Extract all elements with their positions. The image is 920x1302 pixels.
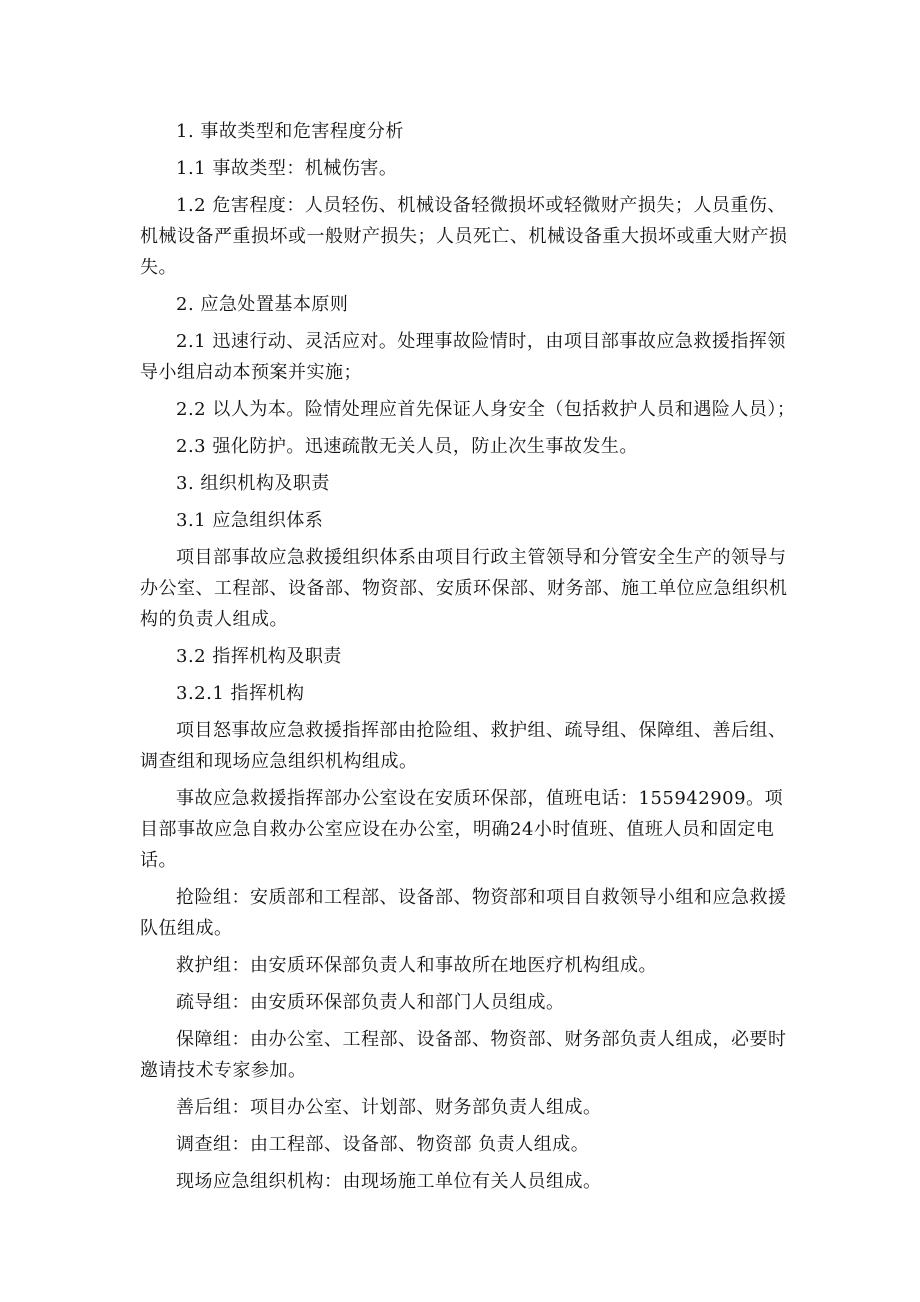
paragraph-investigation-team: 调查组：由工程部、设备部、物资部 负责人组成。	[176, 1134, 590, 1155]
heading-3-2-1: 3.2.1 指挥机构	[176, 683, 305, 704]
heading-2: 2. 应急处置基本原则	[176, 294, 349, 315]
paragraph-1-2: 1.2 危害程度：人员轻伤、机械设备轻微损坏或轻微财产损失；人员重伤、机械设备严重损坏或一般财产损失；人员死亡、机械设备重大损坏或重大财产损失。	[140, 195, 788, 278]
heading-3-1: 3.1 应急组织体系	[176, 510, 324, 531]
paragraph-command-structure: 项目怒事故应急救援指挥部由抢险组、救护组、疏导组、保障组、善后组、调查组和现场应急组织机构组成。	[140, 720, 787, 772]
paragraph-office-duty: 事故应急救援指挥部办公室设在安质环保部，值班电话：155942909。项目部事故应急自救办公室应设在办公室，明确24小时值班、值班人员和固定电话。	[140, 788, 784, 871]
paragraph-aftermath-team: 善后组：项目办公室、计划部、财务部负责人组成。	[176, 1097, 602, 1118]
paragraph-rescue-team: 抢险组：安质部和工程部、设备部、物资部和项目自救领导小组和应急救援队伍组成。	[140, 887, 787, 939]
paragraph-onsite-team: 现场应急组织机构：由现场施工单位有关人员组成。	[176, 1171, 602, 1192]
paragraph-medical-team: 救护组：由安质环保部负责人和事故所在地医疗机构组成。	[176, 955, 657, 976]
heading-3-2: 3.2 指挥机构及职责	[176, 646, 342, 667]
document-body	[140, 116, 800, 1197]
paragraph-2-3: 2.3 强化防护。迅速疏散无关人员，防止次生事故发生。	[176, 436, 638, 457]
paragraph-guidance-team: 疏导组：由安质环保部负责人和部门人员组成。	[176, 992, 565, 1013]
paragraph-3-1-body: 项目部事故应急救援组织体系由项目行政主管领导和分管安全生产的领导与办公室、工程部、设备部、物资部、安质环保部、财务部、施工单位应急组织机构的负责人组成。	[140, 547, 788, 630]
paragraph-2-1: 2.1 迅速行动、灵活应对。处理事故险情时，由项目部事故应急救援指挥领导小组启动本预案并实施；	[140, 331, 786, 383]
paragraph-2-2: 2.2 以人为本。险情处理应首先保证人身安全（包括救护人员和遇险人员）；	[176, 399, 796, 420]
paragraph-1-1: 1.1 事故类型：机械伤害。	[176, 158, 398, 179]
heading-1: 1. 事故类型和危害程度分析	[176, 121, 404, 142]
heading-3: 3. 组织机构及职责	[176, 473, 330, 494]
paragraph-support-team: 保障组：由办公室、工程部、设备部、物资部、财务部负责人组成，必要时邀请技术专家参加。	[140, 1029, 787, 1081]
